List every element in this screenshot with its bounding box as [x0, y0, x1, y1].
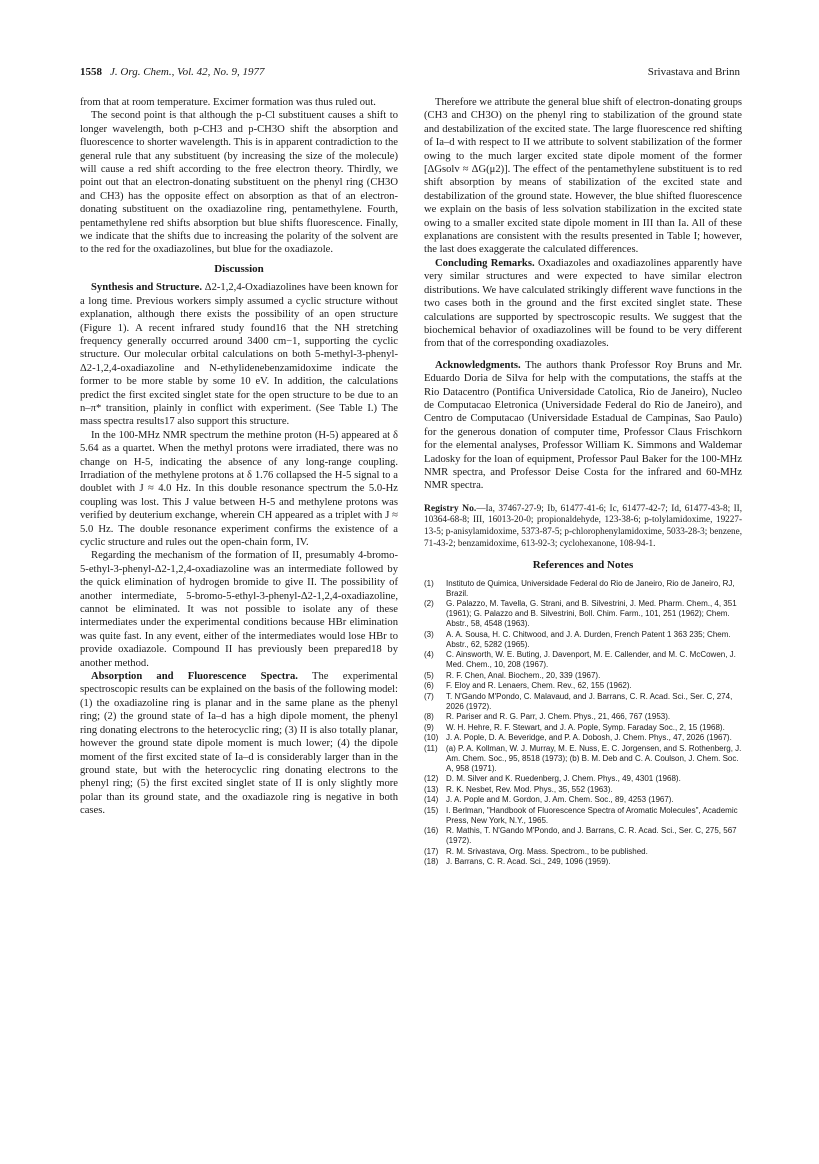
- page-header: [80, 64, 740, 80]
- reference-text: I. Berlman, "Handbook of Fluorescence Spectra of Aromatic Molecules", Academic Press, New York, N.Y., 1965.: [446, 805, 738, 825]
- registry-text: —Ia, 37467-27-9; Ib, 61477-41-6; Ic, 61477-42-7; Id, 61477-43-8; II, 10364-68-8; III, 16013-20-0; propionaldehyde, 123-38-6; p-tolylamidoxime, 19227-13-5; p-anisylamidoxime, 5373-87-5; p-chlorophenylamidoxime, 5033-28-3; benzene, 71-43-2; benzamidoxime, 613-92-3; cyclohexanone, 108-94-1.: [424, 502, 742, 548]
- running-authors: Srivastava and Brinn: [647, 66, 740, 78]
- section-heading-discussion: Discussion: [214, 262, 264, 275]
- reference-item: [424, 744, 742, 774]
- paragraph: [424, 359, 742, 493]
- reference-number: (4): [424, 650, 434, 660]
- reference-number: (11): [424, 743, 438, 753]
- reference-number: (1): [424, 578, 434, 588]
- reference-text: R. M. Srivastava, Org. Mass. Spectrom., to be published.: [446, 846, 648, 856]
- reference-item: [424, 847, 742, 857]
- reference-number: (14): [424, 795, 439, 805]
- references-heading: References and Notes: [532, 559, 634, 572]
- reference-number: (18): [424, 857, 439, 867]
- reference-item: [424, 650, 742, 670]
- reference-text: F. Eloy and R. Lenaers, Chem. Rev., 62, 155 (1962).: [446, 681, 632, 691]
- reference-text: W. H. Hehre, R. F. Stewart, and J. A. Pople, Symp. Faraday Soc., 2, 15 (1968).: [446, 722, 725, 732]
- reference-item: [424, 579, 742, 599]
- runin-heading: Acknowledgments.: [435, 359, 521, 371]
- reference-text: R. K. Nesbet, Rev. Mod. Phys., 35, 552 (1963).: [446, 784, 613, 794]
- reference-text: R. Pariser and R. G. Parr, J. Chem. Phys., 21, 466, 767 (1953).: [446, 712, 671, 722]
- paragraph: Therefore we attribute the general blue shift of electron-donating groups (CH3 and CH3O) on the phenyl ring to stabilization of the ground state and destabilization of the excited state. The large fluorescence red shifting of Ia–d with respect to II we attribute to solvent stabilization of the former owing to the much larger excited state dipole moment of the former [ΔGsolv ≈ ΔG(μ2)]. The effect of the pentamethylene substituent is to red shift absorption by means of stabilization of the excited state and destabilization of the ground state. However, the blue shifted fluorescence we explain on the basis of less solvation stabilization in the excited state owing to a smaller excited state dipole moment in III than Ia. All of these explanations are consistent with the results presented in Table I; however, the last does exaggerate the calculated differences.: [424, 97, 742, 256]
- left-column: [80, 96, 398, 818]
- reference-number: (9): [424, 722, 434, 732]
- runin-heading: Synthesis and Structure.: [91, 282, 203, 294]
- reference-text: A. A. Sousa, H. C. Chitwood, and J. A. Durden, French Patent 1 363 235; Chem. Abstr., 62, 5282 (1965).: [446, 629, 731, 649]
- reference-text: J. A. Pople and M. Gordon, J. Am. Chem. Soc., 89, 4253 (1967).: [446, 795, 674, 805]
- reference-text: R. Mathis, T. N'Gando M'Pondo, and J. Barrans, C. R. Acad. Sci., Ser. C, 275, 567 (1972).: [446, 826, 737, 846]
- runin-heading: Registry No.: [424, 502, 477, 514]
- reference-number: (5): [424, 670, 434, 680]
- reference-number: (12): [424, 774, 439, 784]
- paragraph: [424, 257, 742, 351]
- reference-text: G. Palazzo, M. Tavella, G. Strani, and B. Silvestrini, J. Med. Pharm. Chem., 4, 351 (1961); G. Palazzo and B. Silvestrini, Boll. Chim. Farm., 101, 251 (1962); Chem. Abstr., 58, 4548 (1963).: [446, 599, 737, 629]
- reference-number: (13): [424, 784, 439, 794]
- paragraph-text: The experimental spectroscopic results can be explained on the basis of the following model: (1) the oxadiazoline ring is planar and in the same plane as the phenyl ring; (2) the ground state of Ia–d has a high dipole moment, the phenyl ring donating electrons to the heterocyclic ring; (3) II is also totally planar, however the ground state dipole moment is much lower; (4) the dipole moment of the first excited state of Ia–d is considerably larger than in the ground state, but with the heterocyclic ring donating electrons to the phenyl ring; (5) the first excited singlet state of II is only slightly more polar than its ground state, and the oxadiazole ring is negative in both cases.: [80, 671, 398, 817]
- reference-text: R. F. Chen, Anal. Biochem., 20, 339 (1967).: [446, 670, 601, 680]
- reference-number: (2): [424, 599, 434, 609]
- reference-number: (7): [424, 691, 434, 701]
- journal-citation: J. Org. Chem., Vol. 42, No. 9, 1977: [110, 66, 265, 78]
- reference-text: D. M. Silver and K. Ruedenberg, J. Chem. Phys., 49, 4301 (1968).: [446, 774, 681, 784]
- reference-item: [424, 785, 742, 795]
- reference-text: Instituto de Quimica, Universidade Federal do Rio de Janeiro, Rio de Janeiro, RJ, Brazil.: [446, 578, 735, 598]
- right-column: [424, 96, 742, 868]
- reference-item: [424, 671, 742, 681]
- runin-heading: Concluding Remarks.: [435, 257, 535, 269]
- paragraph-text: Oxadiazoles and oxadiazolines apparently have very similar structures and were expected to have similar electron distributions. We have calculated strikingly different wave functions in the two cases both in the ground and the first excited singlet state. These calculations are supported by spectroscopic results. We suggest that the biochemical behavior of oxadiazolines will be found to be very different from that of the corresponding oxadiazoles.: [424, 257, 743, 350]
- reference-item: [424, 774, 742, 784]
- reference-text: C. Ainsworth, W. E. Buting, J. Davenport, M. E. Callender, and M. C. McCowen, J. Med. Chem., 10, 208 (1967).: [446, 650, 736, 670]
- page-number: 1558: [80, 66, 102, 78]
- paragraph-text: Δ2-1,2,4-Oxadiazolines have been known for a long time. Previous workers simply assumed a cyclic structure without explanation, although there exists the possibility of an open structure (Figure 1). A recent infrared study found16 that the NH stretching frequency generally occurred around 3400 cm−1, supporting the cyclic structure. Our molecular orbital calculations on both 5-methyl-3-phenyl-Δ2-1,2,4-oxadiazoline and N-ethylidenebenzamidoxime indicate the former to be more stable by some 10 eV. In addition, the calculations predict the first excited singlet state for the open structure to be due to an n–π* transition, plainly in conflict with experiment. (See Table I.) The mass spectra results17 also support this structure.: [80, 282, 399, 428]
- reference-item: [424, 712, 742, 722]
- reference-item: [424, 723, 742, 733]
- paragraph-text: The authors thank Professor Roy Bruns and Mr. Eduardo Doria de Silva for help with the computations, the staffs at the Rio Datacentro (Pontifica Universidade Catolica, Rio de Janeiro), Nucleo de Computacao Eletronica (Universidade Federal do Rio de Janeiro), and Centro de Computacao (Universidade Estadual de Campinas, Sao Paulo) for the generous donation of computer time, Professor Claus Frischkorn for the elemental analyses, Professor William K. Simmons and Waldemar Ladosky for the loan of equipment, Professor Paul Baker for the 100-MHz NMR spectra, and Professor Deise Costa for the infrared and 60-MHz NMR spectra.: [424, 359, 742, 492]
- reference-text: J. Barrans, C. R. Acad. Sci., 249, 1096 (1959).: [446, 857, 611, 867]
- reference-item: [424, 795, 742, 805]
- paragraph: Regarding the mechanism of the formation of II, presumably 4-bromo-5-ethyl-3-phenyl-Δ2-1,2,4-oxadiazoline was an intermediate followed by the quick elimination of hydrogen bromide to give II. The possibility of another intermediate, 5-bromo-5-ethyl-3-phenyl-Δ2-1,2,4-oxadiazoline, cannot be eliminated. It was not possible to isolate any of these intermediates under the experimental conditions because HBr elimination was quite fast. In any event, either of the intermediates would lose HBr to provide oxadiazole. Compound II has previously been prepared18 by another method.: [80, 550, 398, 669]
- reference-number: (6): [424, 681, 434, 691]
- references-list: [424, 579, 742, 868]
- reference-number: (10): [424, 733, 439, 743]
- registry-numbers: [424, 503, 742, 549]
- reference-item: [424, 733, 742, 743]
- reference-number: (8): [424, 712, 434, 722]
- reference-item: [424, 692, 742, 712]
- reference-item: [424, 681, 742, 691]
- paragraph: [80, 281, 398, 428]
- reference-item: [424, 826, 742, 846]
- runin-heading: Absorption and Fluorescence Spectra.: [91, 671, 298, 683]
- reference-text: J. A. Pople, D. A. Beveridge, and P. A. Dobosh, J. Chem. Phys., 47, 2026 (1967).: [446, 733, 732, 743]
- reference-item: [424, 630, 742, 650]
- header-left: [80, 64, 265, 80]
- reference-number: (3): [424, 629, 434, 639]
- paragraph: The second point is that although the p-Cl substituent causes a shift to longer wavelength, both p-CH3 and p-CH3O shift the absorption and fluorescence to shorter wavelength. This is in apparent contradiction to the general rule that any substituent (by increasing the size of the molecule) will cause a red shift according to the free electron theory. Thirdly, we point out that an electron-donating substituent on the phenyl ring (CH3O and CH3) has the opposite effect on absorption as that of an electron-donating substituent on the oxadiazoline ring, pentamethylene. Fourth, pentamethylene red shifts absorption but blue shifts fluorescence. Finally, we indicate that the shifts due to increasing the polarity of the solvent are to the red for the oxadiazolines, but blue for the oxadiazole.: [80, 110, 398, 256]
- paragraph: from that at room temperature. Excimer formation was thus ruled out.: [80, 97, 376, 108]
- paragraph: In the 100-MHz NMR spectrum the methine proton (H-5) appeared at δ 5.64 as a quartet. When the methyl protons were irradiated, there was no change on H-5, indicating the absence of any long-range coupling. Irradiation of the methylene protons at δ 1.76 collapsed the H-5 signal to a doublet with J ≈ 4.0 Hz. In this double resonance spectrum the 5.0-Hz coupling was lost. This J value between H-5 and methylene protons was verified by deuterium exchange, wherein CH appeared as a triplet with J ≈ 5.0 Hz. The double resonance experiment confirms the existence of a cyclic structure and rules out the open-chain form, IV.: [80, 429, 398, 548]
- reference-number: (15): [424, 805, 439, 815]
- reference-item: [424, 599, 742, 629]
- paragraph: [80, 670, 398, 817]
- reference-number: (16): [424, 826, 439, 836]
- reference-text: (a) P. A. Kollman, W. J. Murray, M. E. Nuss, E. C. Jorgensen, and S. Rothenberg, J. Am. Chem. Soc., 95, 8518 (1973); (b) B. M. Deb and C. A. Coulson, J. Chem. Soc. A, 958 (1971).: [446, 743, 742, 773]
- reference-text: T. N'Gando M'Pondo, C. Malavaud, and J. Barrans, C. R. Acad. Sci., Ser. C, 274, 2026 (1972).: [446, 691, 733, 711]
- reference-number: (17): [424, 846, 439, 856]
- reference-item: [424, 857, 742, 867]
- reference-item: [424, 806, 742, 826]
